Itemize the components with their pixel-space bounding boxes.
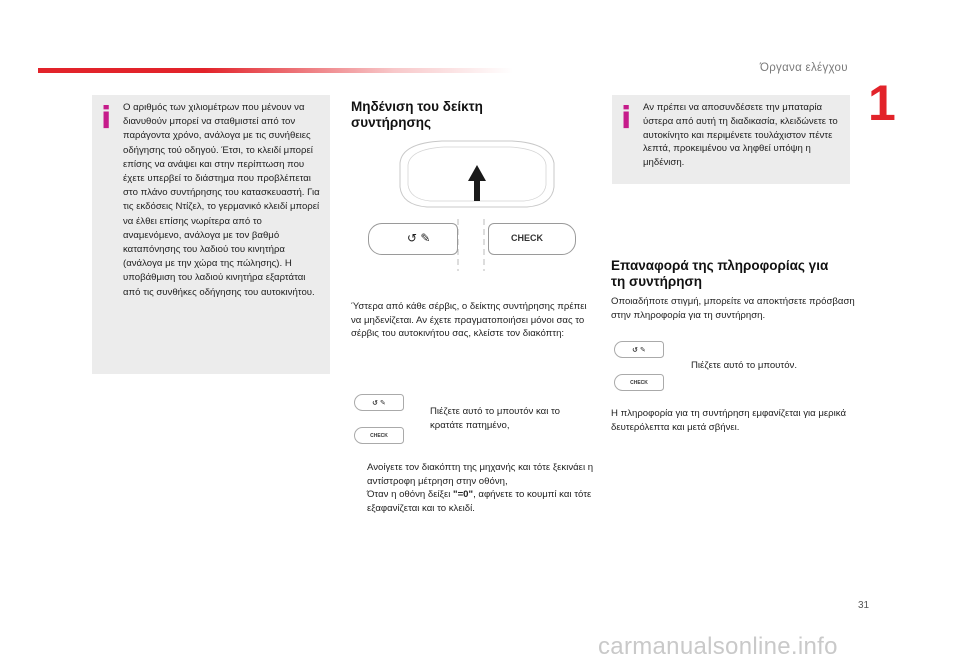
reset-step-1 [414,405,594,432]
check-button-small-label: CHECK [370,432,388,439]
recall-step-1 [675,359,855,373]
dashboard-check-button [488,223,576,255]
info-icon: i [621,101,632,136]
step-3-value: "=0" [453,489,474,501]
header-accent-bar [38,68,513,73]
check-button-label: CHECK [511,233,544,243]
chapter-number: 1 [868,75,896,131]
service-wrench-icon: ↺ ✎ [407,231,431,245]
reset-step-3-text [367,488,596,515]
right-info-text: Αν πρέπει να αποσυνδέσετε την μπαταρία ύστερα από αυτή τη διαδικασία, κλειδώνετε το αυτοκίνητο και περιμένετε τουλάχιστον πέντε λεπτά, προκειμένου να ληφθεί υπόψη η μηδένιση. [643,102,838,169]
reset-step-3 [351,488,596,515]
info-icon: i [101,101,112,136]
bullet-marker [351,488,367,515]
bullet-marker [675,359,691,373]
step-3-text-b: , αφήνετε το κουμπί και τότε εξαφανίζεται και το κλειδί. [367,489,592,514]
right-info-box [612,95,850,184]
check-button-small-label: CHECK [630,379,648,386]
left-info-box [92,95,330,374]
page-number: 31 [858,600,870,611]
watermark: carmanualsonline.info [598,633,838,660]
check-button-icon [354,427,404,444]
dashboard-button-panel [368,223,458,255]
bullet-marker [414,405,430,432]
recall-intro-text: Οποιαδήποτε στιγμή, μπορείτε να αποκτήσετε πρόσβαση στην πληροφορία για τη συντήρηση. [611,296,855,321]
wrench-icon: ↺ ✎ [372,399,386,407]
reset-steps [351,461,596,515]
recall-outro-text: Η πληροφορία για τη συντήρηση εμφανίζεται για μερικά δευτερόλεπτα και μετά σβήνει. [611,408,846,433]
reset-step-2-text: Ανοίγετε τον διακόπτη της μηχανής και τότε ξεκινάει η αντίστροφη μέτρηση στην οθόνη, [367,462,594,487]
step-3-text-a: Όταν η οθόνη δείξει [367,489,454,501]
dashboard-illustration [362,135,590,275]
bullet-marker [351,461,367,488]
reset-intro-text: Ύστερα από κάθε σέρβις, ο δείκτης συντήρησης πρέπει να μηδενίζεται. Αν έχετε πραγματοποιήσει μόνοι σας το σέρβις του αυτοκινήτου σας, κλείστε τον διακόπτη: [351,301,587,340]
check-button-icon-right [614,374,664,391]
left-info-text: Ο αριθμός των χιλιομέτρων που μένουν να διανυθούν μπορεί να σταθμιστεί από τον παράγοντα χρόνο, ανάλογα με τις συνήθειες οδήγησης τού οδηγού. Έτσι, το κλειδί μπορεί επίσης να ανάψει και στην περίπτωση που έχετε υπερβεί το διάστημα που προβλέπεται στο πλάνο συντήρησης του κατασκευαστή. Για τις εκδόσεις Ντίζελ, το γερμανικό κλειδί μπορεί να έλθει επίσης νωρίτερα από το αναμενόμενο, ανάλογα με τον βαθμό καταπόνησης του λαδιού του κινητήρα (ανάλογα με την χώρα της πώλησης). Η υποβάθμιση του λαδιού κινητήρα εξαρτάται από τις συνθήκες οδήγησης του αυτοκινήτου. [123,102,320,298]
reset-section-title: Μηδένιση του δείκτη συντήρησης [351,99,483,130]
wrench-icon: ↺ ✎ [632,346,646,354]
section-title: Όργανα ελέγχου [760,62,848,74]
service-button-icon [354,394,404,411]
reset-step-2 [351,461,596,488]
recall-step-1-text: Πιέζετε αυτό το μπουτόν. [691,360,797,371]
reset-step-1-text: Πιέζετε αυτό το μπουτόν και το κρατάτε πατημένο, [430,406,561,431]
service-button-icon-right [614,341,664,358]
recall-section-title: Επαναφορά της πληροφορίας για τη συντήρηση [611,258,829,289]
